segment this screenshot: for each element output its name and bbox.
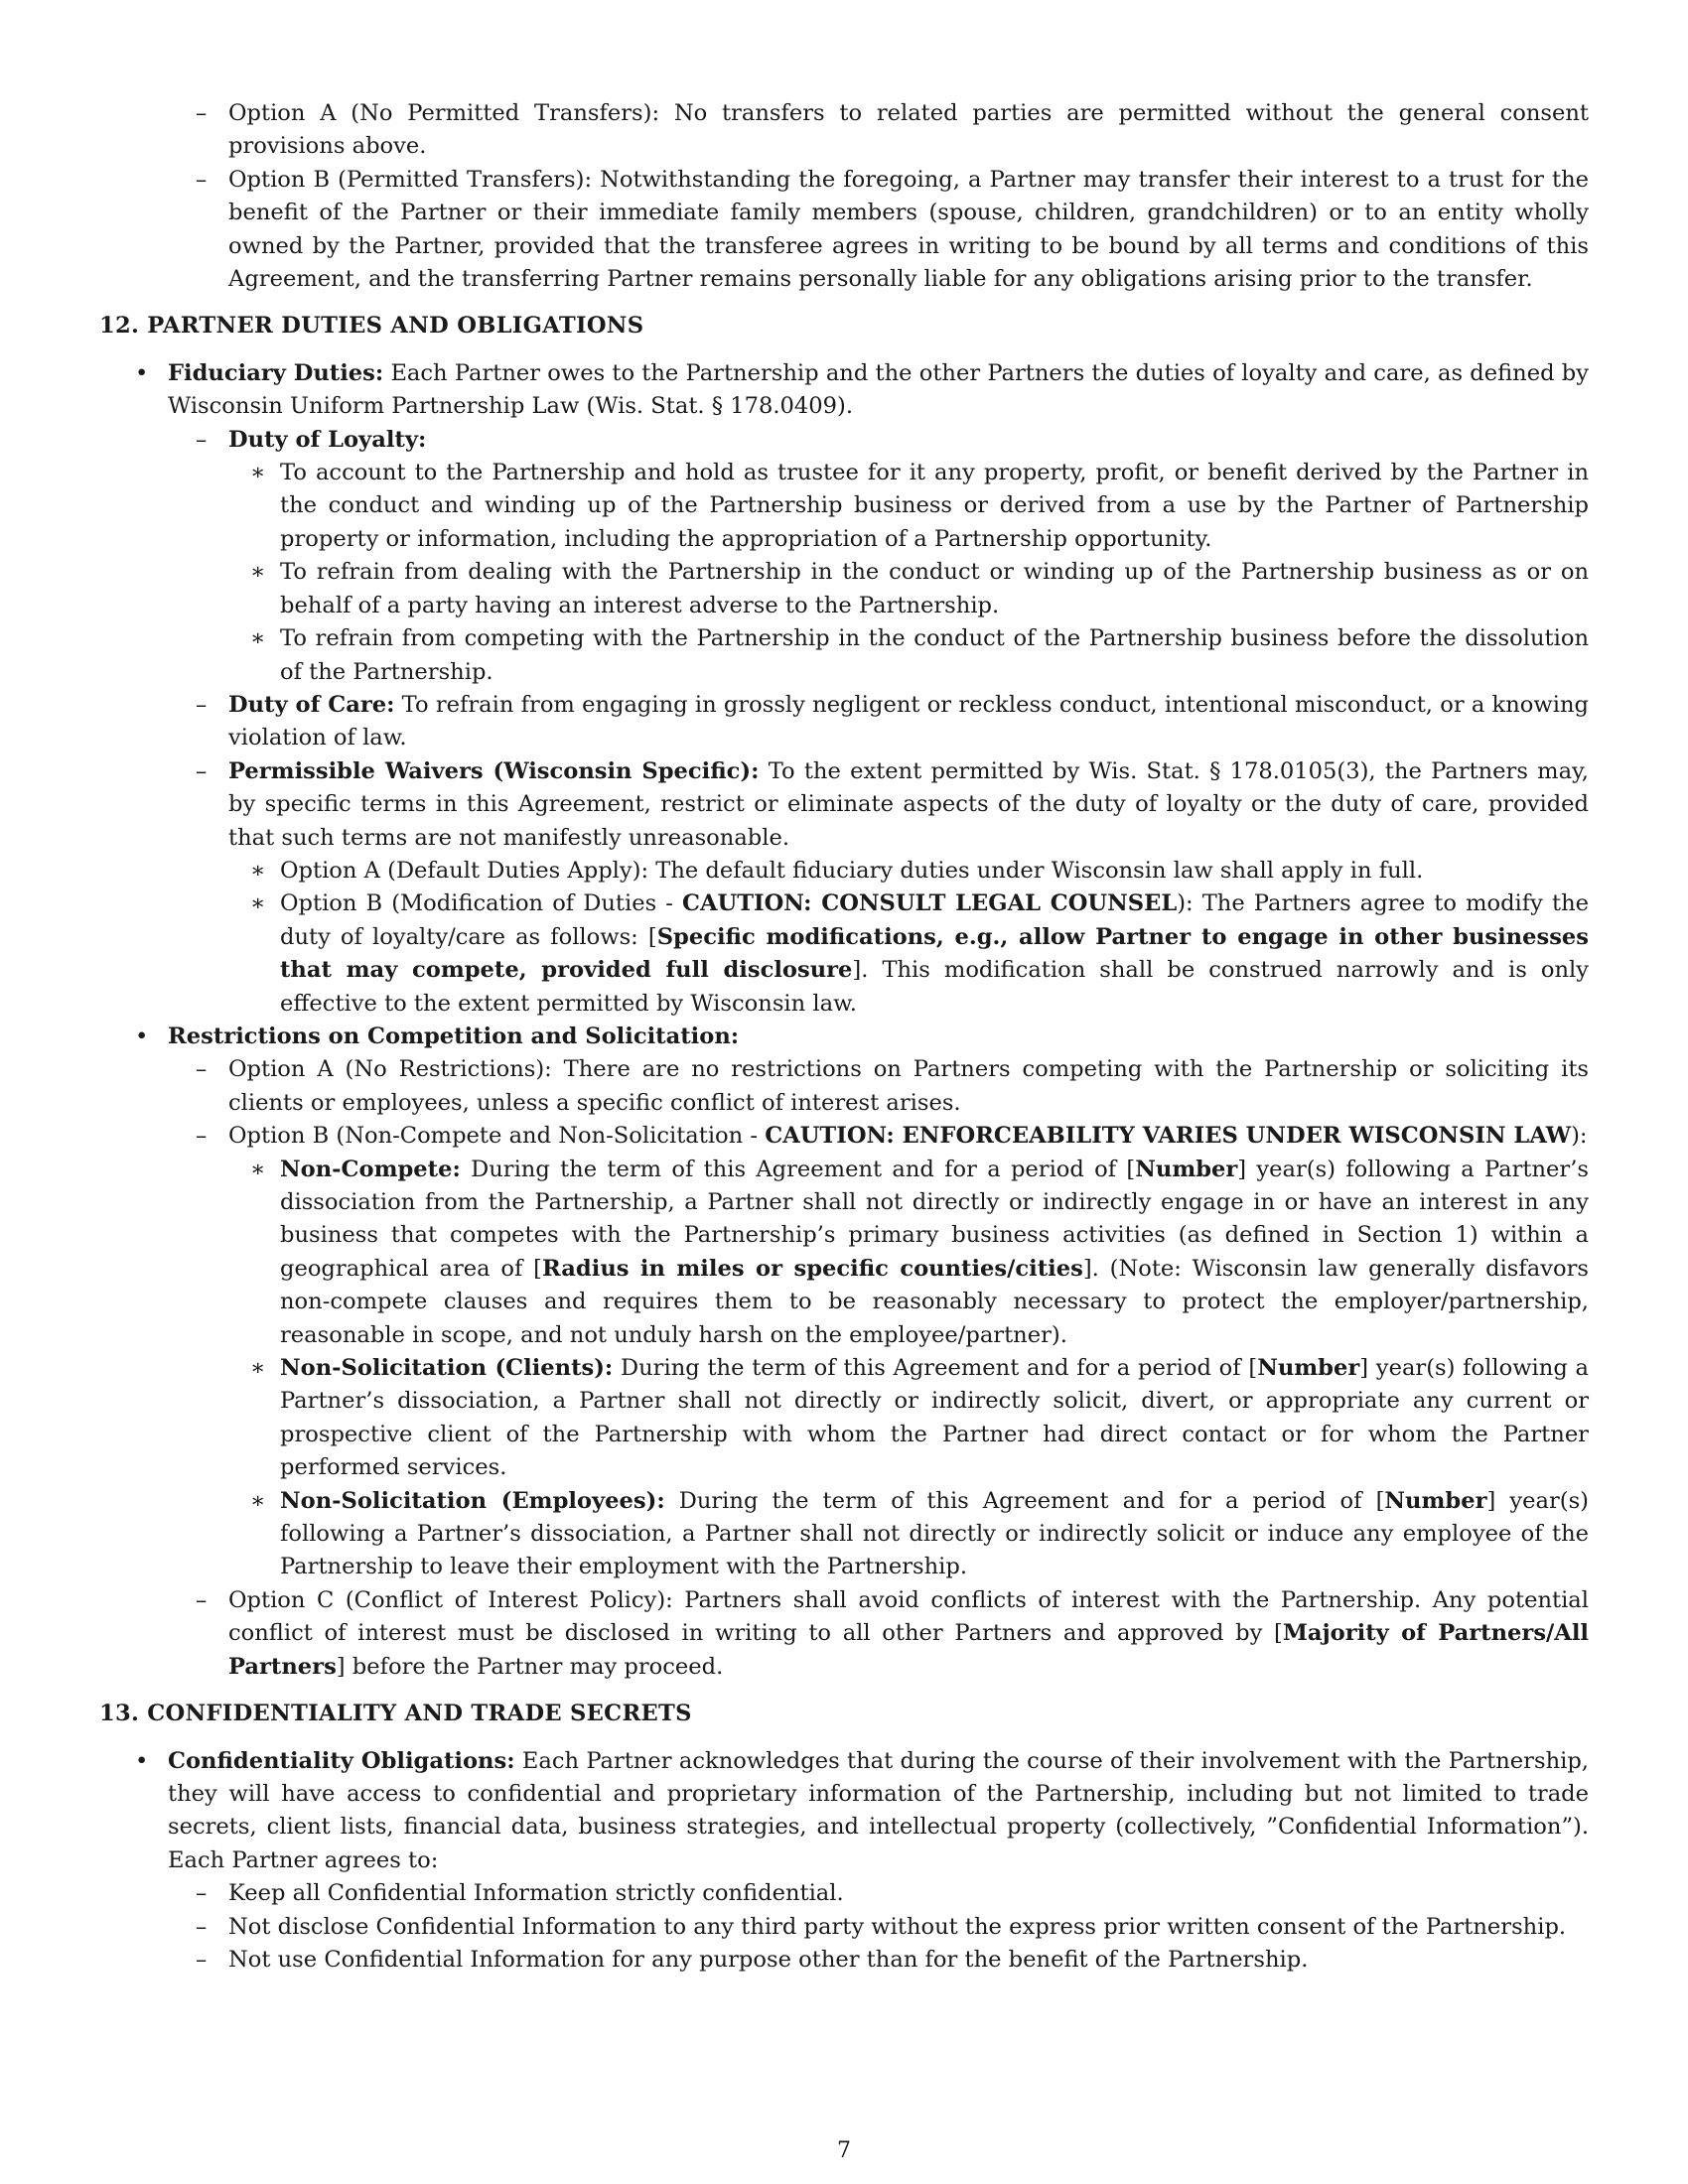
section-number: 13. — [99, 1701, 140, 1727]
section-12-heading — [99, 310, 1589, 342]
bullet-marker: • — [135, 1023, 149, 1049]
bullet-marker: • — [135, 1747, 149, 1774]
dash-marker: – — [196, 1913, 208, 1940]
list-item — [99, 1352, 1589, 1485]
list-item — [99, 1120, 1589, 1153]
section-13-heading — [99, 1698, 1589, 1730]
list-item — [99, 357, 1589, 424]
star-marker: ∗ — [250, 1156, 266, 1182]
section-title: CONFIDENTIALITY AND TRADE SECRETS — [147, 1701, 692, 1727]
list-item — [99, 1911, 1589, 1944]
item-text: To refrain from engaging in grossly negligent or reckless conduct, intentional misconduct, or a knowing violation of law. — [228, 691, 1589, 751]
section-number: 12. — [99, 313, 140, 340]
item-label: Restrictions on Competition and Solicitation: — [168, 1023, 740, 1049]
item-label: Non-Solicitation (Employees): — [280, 1487, 665, 1514]
item-text: Option C (Conflict of Interest Policy): Partners shall avoid conflicts of interest with the Partnership. Any potential conflict of interest must be disclosed in writing to all other Partners and approved by [ — [228, 1586, 1589, 1647]
list-item — [99, 755, 1589, 855]
item-text: During the term of this Agreement and for a period of [ — [613, 1355, 1258, 1382]
list-item — [99, 97, 1589, 164]
transfer-option-a: Option A (No Permitted Transfers): No transfers to related parties are permitted without the general consent provisions above. — [228, 100, 1589, 160]
star-marker: ∗ — [250, 1355, 266, 1382]
star-marker: ∗ — [250, 1487, 266, 1514]
star-marker: ∗ — [250, 559, 266, 586]
section-title: PARTNER DUTIES AND OBLIGATIONS — [147, 313, 644, 340]
item-text: Each Partner owes to the Partnership and the other Partners the duties of loyalty and care, as defined by Wisconsin Uniform Partnership Law (Wis. Stat. § 178.0409). — [168, 359, 1589, 420]
item-label: Confidentiality Obligations: — [168, 1747, 515, 1774]
item-text: Option A (No Restrictions): There are no restrictions on Partners competing with the Partnership or soliciting its clients or employees, unless a specific conflict of interest arises. — [228, 1056, 1589, 1116]
list-item — [99, 1154, 1589, 1352]
list-item — [99, 1485, 1589, 1584]
star-marker: ∗ — [250, 890, 266, 917]
dash-marker: – — [196, 426, 208, 453]
item-label: Permissible Waivers (Wisconsin Specific): — [228, 757, 760, 784]
item-text: ]. This modification shall be construed narrowly and is only effective to the extent permitted by Wisconsin law. — [280, 957, 1589, 1017]
list-item — [99, 164, 1589, 297]
item-text: ): The Partners agree to modify the duty of loyalty/care as follows: [ — [280, 890, 1589, 950]
bullet-marker: • — [135, 359, 149, 386]
placeholder-text: Number — [1257, 1355, 1360, 1382]
star-marker: ∗ — [250, 625, 266, 652]
item-text: ] before the Partner may proceed. — [336, 1653, 724, 1680]
item-text: To refrain from competing with the Partnership in the conduct of the Partnership business before the dissolution of the Partnership. — [280, 625, 1589, 685]
item-text: Not use Confidential Information for any purpose other than for the benefit of the Partnership. — [228, 1946, 1309, 1973]
list-item — [99, 457, 1589, 556]
item-label: Fiduciary Duties: — [168, 359, 384, 386]
placeholder-text: Specific modifications, e.g., allow Partner to engage in other businesses that may compete, provided full disclosure — [280, 923, 1590, 984]
item-text: During the term of this Agreement and for a period of [ — [460, 1156, 1136, 1182]
dash-marker: – — [196, 166, 208, 193]
dash-marker: – — [196, 1123, 208, 1150]
list-item — [99, 424, 1589, 457]
item-text: ] year(s) following a Partner’s dissociation, a Partner shall not directly or indirectly solicit, divert, or appropriate any current or prospective client of the Partnership with whom the Partner had direct contact or for whom the Partner performed services. — [280, 1355, 1589, 1481]
placeholder-text: Number — [1135, 1156, 1238, 1182]
placeholder-text: Number — [1384, 1487, 1487, 1514]
item-text: To the extent permitted by Wis. Stat. § 178.0105(3), the Partners may, by specific terms in this Agreement, restrict or eliminate aspects of the duty of loyalty or the duty of care, provided that such terms are not manifestly unreasonable. — [228, 757, 1589, 851]
list-item — [99, 887, 1589, 1021]
item-text: Option B (Non-Compete and Non-Solicitation - — [228, 1123, 766, 1150]
list-item — [99, 1053, 1589, 1120]
star-marker: ∗ — [250, 857, 266, 884]
caution-text: CAUTION: ENFORCEABILITY VARIES UNDER WISCONSIN LAW — [765, 1123, 1572, 1150]
list-item — [99, 1944, 1589, 1977]
item-text: To account to the Partnership and hold as trustee for it any property, profit, or benefit derived by the Partner in the conduct and winding up of the Partnership business or derived from a use by the Partner of Partnership property or information, including the appropriation of a Partnership opportunity. — [280, 460, 1589, 552]
list-item — [99, 1584, 1589, 1684]
placeholder-text: Majority of Partners/All Partners — [228, 1620, 1589, 1680]
dash-marker: – — [196, 1946, 208, 1973]
dash-marker: – — [196, 1056, 208, 1083]
list-item — [99, 689, 1589, 755]
item-label: Duty of Care: — [228, 691, 395, 718]
page-number: 7 — [837, 2138, 851, 2163]
item-text: To refrain from dealing with the Partnership in the conduct or winding up of the Partnership business as or on behalf of a party having an interest adverse to the Partnership. — [280, 559, 1589, 618]
item-text: During the term of this Agreement and for a period of [ — [664, 1487, 1385, 1514]
item-text: ] year(s) following a Partner’s dissociation, a Partner shall not directly or indirectly solicit or induce any employee of the Partnership to leave their employment with the Partnership. — [280, 1487, 1589, 1580]
list-item — [99, 1021, 1589, 1053]
star-marker: ∗ — [250, 460, 266, 486]
transfer-option-b: Option B (Permitted Transfers): Notwithstanding the foregoing, a Partner may transfer their interest to a trust for the benefit of the Partner or their immediate family members (spouse, children, grandchildren) or to an entity wholly owned by the Partner, provided that the transferee agrees in writing to be bound by all terms and conditions of this Agreement, and the transferring Partner remains personally liable for any obligations arising prior to the transfer. — [228, 166, 1589, 293]
document-page — [99, 97, 1589, 1977]
placeholder-text: Radius in miles or specific counties/cities — [542, 1255, 1083, 1282]
item-text: ] year(s) following a Partner’s dissociation from the Partnership, a Partner shall not directly or indirectly engage in or have an interest in any business that competes with the Partnership’s primary business activities (as defined in Section 1) within a geographical area of [ — [280, 1156, 1589, 1282]
item-text: Option A (Default Duties Apply): The default fiduciary duties under Wisconsin law shall apply in full. — [280, 857, 1424, 884]
item-text: Not disclose Confidential Information to any third party without the express prior written consent of the Partnership. — [228, 1913, 1567, 1940]
list-item — [99, 1745, 1589, 1878]
dash-marker: – — [196, 1880, 208, 1907]
dash-marker: – — [196, 757, 208, 784]
item-text: Each Partner acknowledges that during the course of their involvement with the Partnership, they will have access to confidential and proprietary information of the Partnership, including but not limited to trade secrets, client lists, financial data, business strategies, and intellectual property (collectively, ”Confidential Information”). Each Partner agrees to: — [168, 1747, 1589, 1873]
list-item — [99, 1877, 1589, 1910]
dash-marker: – — [196, 1586, 208, 1613]
item-text: Keep all Confidential Information strictly confidential. — [228, 1880, 844, 1907]
item-text: Option B (Modification of Duties - — [280, 890, 682, 917]
dash-marker: – — [196, 100, 208, 126]
item-label: Duty of Loyalty: — [228, 426, 427, 453]
list-item — [99, 855, 1589, 887]
caution-text: CAUTION: CONSULT LEGAL COUNSEL — [681, 890, 1178, 917]
list-item — [99, 622, 1589, 689]
item-text: ]. (Note: Wisconsin law generally disfavors non-compete clauses and requires them to be reasonably necessary to protect the employer/partnership, reasonable in scope, and not unduly harsh on the employee/partner). — [280, 1255, 1589, 1348]
list-item — [99, 556, 1589, 622]
item-label: Non-Solicitation (Clients): — [280, 1355, 614, 1382]
dash-marker: – — [196, 691, 208, 718]
item-label: Non-Compete: — [280, 1156, 461, 1182]
item-text: ): — [1571, 1123, 1588, 1150]
